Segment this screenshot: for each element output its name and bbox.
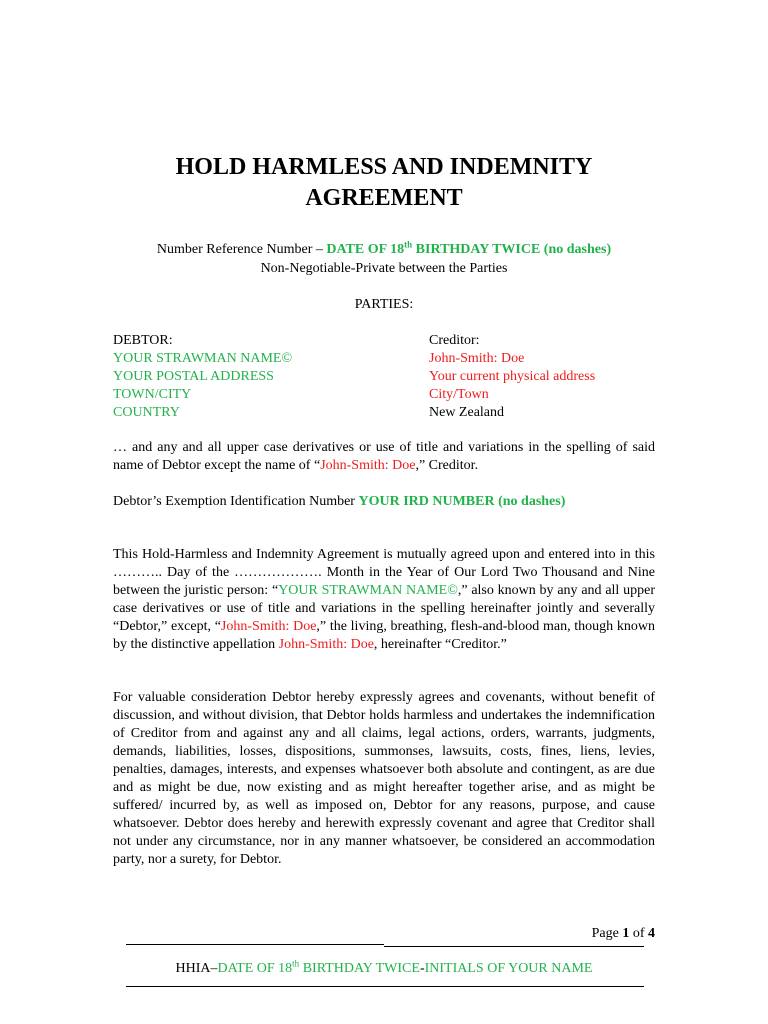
footer-rule-bottom [126, 986, 644, 987]
agreement-paragraph-1 [113, 546, 655, 654]
creditor-label: Creditor: [429, 333, 480, 348]
creditor-address: Your current physical address [429, 369, 596, 384]
page-label: Page [591, 926, 623, 941]
footer-date-a: DATE OF 18 [217, 961, 293, 976]
debtor-town: TOWN/CITY [113, 387, 192, 402]
p1-creditor-name-2: John-Smith: Doe [278, 637, 374, 652]
parties-heading: PARTIES: [354, 297, 414, 312]
derivatives-text-1: … and any and all upper case derivatives or use of title and variations in the spelling of said name of Debtor except the name of “ [113, 440, 655, 473]
reference-date-a: DATE OF 18 [326, 242, 405, 257]
derivatives-text-2: ,” Creditor. [415, 458, 479, 473]
title-line-1: HOLD HARMLESS AND INDEMNITY [175, 154, 593, 180]
p1-text-2: ,” also known by any and all upper case derivatives or use of title and variations in the spelling hereinafter jointly and severally “Debtor,” except, “ [113, 583, 655, 634]
agreement-paragraph-2: For valuable consideration Debtor hereby expressly agrees and covenants, without benefit of discussion, and without division, that Debtor holds harmless and undertakes the indemnification of Creditor from and against any and all claims, legal actions, orders, warrants, judgments, demands, liabilities, losses, dispositions, summonses, lawsuits, costs, fines, liens, levies, penalties, damages, interests, and expenses whatsoever both absolute and contingent, as are due and as might be due, now existing and as might hereafter together arise, and as might be suffered/ incurred by, as well as imposed on, Debtor for any reasons, purpose, and cause whatsoever. Debtor does hereby and herewith expressly covenant and agree that Creditor shall not under any circumstance, nor in any manner whatsoever, be considered an accommodation party, nor a surety, for Debtor. [113, 690, 655, 867]
document-title [0, 152, 768, 214]
creditor-block [429, 332, 595, 422]
p1-text-3: ,” the living, breathing, flesh-and-blood man, though known by the distinctive appellation [113, 619, 655, 652]
debtor-name: YOUR STRAWMAN NAME© [113, 351, 293, 366]
page-of: of [629, 926, 648, 941]
title-line-2: AGREEMENT [305, 185, 463, 211]
exemption-prefix: Debtor’s Exemption Identification Number [113, 494, 359, 509]
exemption-line [113, 493, 655, 511]
creditor-town: City/Town [429, 387, 489, 402]
footer-rule-top-right [384, 946, 644, 947]
p1-creditor-name-1: John-Smith: Doe [220, 619, 317, 634]
page-number [560, 925, 655, 943]
footer-date-b: BIRTHDAY TWICE [299, 961, 420, 976]
debtor-block [113, 332, 292, 422]
footer-dash: - [419, 961, 425, 976]
reference-prefix: Number Reference Number – [156, 242, 327, 257]
derivatives-paragraph [113, 439, 655, 475]
p1-text-4: , hereinafter “Creditor.” [373, 637, 507, 652]
page-current: 1 [622, 926, 630, 941]
exemption-value: YOUR IRD NUMBER (no dashes) [358, 494, 566, 509]
non-negotiable-line: Non-Negotiable-Private between the Parties [260, 261, 508, 276]
footer-prefix: HHIA– [175, 961, 218, 976]
derivatives-creditor-name: John-Smith: Doe [320, 458, 416, 473]
footer-sup: th [292, 958, 300, 969]
creditor-country: New Zealand [429, 405, 505, 420]
reference-sup: th [404, 239, 413, 250]
reference-number-line [0, 241, 768, 259]
debtor-country: COUNTRY [113, 405, 180, 420]
debtor-address: YOUR POSTAL ADDRESS [113, 369, 274, 384]
p1-text-1: This Hold-Harmless and Indemnity Agreement is mutually agreed upon and entered into in this ……….. Day of the ………………. Month in the Year of Our Lord Two Thousand and Nine between the juristic person: “ [113, 547, 655, 598]
reference-date-b: BIRTHDAY TWICE (no dashes) [412, 242, 612, 257]
footer-rule-top-left [126, 944, 384, 945]
page-total: 4 [648, 926, 655, 941]
debtor-label: DEBTOR: [113, 333, 173, 348]
creditor-name: John-Smith: Doe [429, 351, 525, 366]
footer-text [0, 960, 768, 978]
footer-initials: INITIALS OF YOUR NAME [424, 961, 593, 976]
p1-strawman-name: YOUR STRAWMAN NAME© [278, 583, 458, 598]
